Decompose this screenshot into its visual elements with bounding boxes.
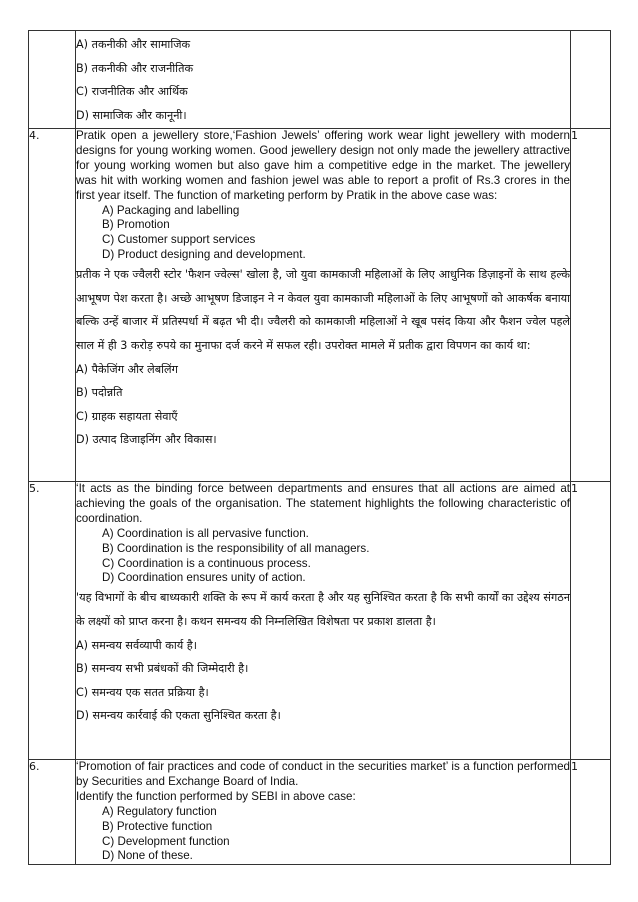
english-options <box>76 527 570 587</box>
question-number: 4. <box>29 129 76 482</box>
option: D) None of these. <box>102 849 193 863</box>
marks: 1 <box>571 760 611 865</box>
question-body <box>76 760 571 865</box>
question-number: 6. <box>29 760 76 865</box>
question-body <box>76 482 571 760</box>
option: B) Promotion <box>102 218 170 232</box>
option: C) Customer support services <box>102 233 256 247</box>
option: A) पैकेजिंग और लेबलिंग <box>76 362 178 376</box>
table-row <box>29 129 611 482</box>
marks: 1 <box>571 482 611 760</box>
english-options <box>76 204 570 264</box>
option: A) Coordination is all pervasive function. <box>102 526 309 540</box>
option: A) Packaging and labelling <box>102 203 240 217</box>
option: C) ग्राहक सहायता सेवाएँ <box>76 409 178 423</box>
question-body <box>76 129 571 482</box>
option: D) Coordination ensures unity of action. <box>102 571 306 585</box>
option: C) राजनीतिक और आर्थिक <box>76 85 188 99</box>
marks: 1 <box>571 129 611 482</box>
option: B) पदोन्नति <box>76 386 123 400</box>
option: B) समन्वय सभी प्रबंधकों की जिम्मेदारी है। <box>76 662 249 676</box>
option: D) सामाजिक और कानूनी। <box>76 108 187 122</box>
hindi-options <box>76 358 570 452</box>
option: B) Coordination is the responsibility of all managers. <box>102 541 370 555</box>
question-text-hi: 'यह विभागों के बीच बाध्यकारी शक्ति के रूप में कार्य करता है और यह सुनिश्चित करता है कि सभी कार्यों का उद्देश्य संगठन के लक्ष्यों को प्राप्त करना है। कथन समन्वय की निम्नलिखित विशेषता पर प्रकाश डालता है। <box>76 591 570 628</box>
question-number <box>29 31 76 129</box>
question-prompt-en: Identify the function performed by SEBI in above case: <box>76 789 356 803</box>
option: C) Coordination is a continuous process. <box>102 556 311 570</box>
option: D) Product designing and development. <box>102 248 306 262</box>
table-row <box>29 482 611 760</box>
option: D) समन्वय कार्रवाई की एकता सुनिश्चित करता है। <box>76 709 281 723</box>
question-text-en: ‘Promotion of fair practices and code of conduct in the securities market’ is a function performed by Securities and Exchange Board of India. <box>76 760 570 788</box>
option: B) तकनीकी और राजनीतिक <box>76 61 194 75</box>
question-text-en: ‘It acts as the binding force between departments and ensures that all actions are aimed at achieving the goals of the organisation. The statement highlights the following characteristic of coordination. <box>76 482 570 525</box>
option: B) Protective function <box>102 819 213 833</box>
question-text-hi: प्रतीक ने एक ज्वैलरी स्टोर 'फैशन ज्वेल्स' खोला है, जो युवा कामकाजी महिलाओं के लिए आधुनिक डिज़ाइनों के साथ हल्के आभूषण पेश करता है। अच्छे आभूषण डिजाइन ने न केवल युवा कामकाजी महिलाओं के लिए आभूषणों को आकर्षक बनाया बल्कि उन्हें बाजार में प्रतिस्पर्धा में बढ़त भी दी। ज्वैलरी को कामकाजी महिलाओं ने खूब पसंद किया और फैशन ज्वेल पहले साल में ही 3 करोड़ रुपये का मुनाफा दर्ज करने में सफल रही। उपरोक्त मामले में प्रतीक द्वारा विपणन का कार्य था: <box>76 268 570 352</box>
option: C) समन्वय एक सतत प्रक्रिया है। <box>76 685 209 699</box>
hindi-options <box>76 33 570 127</box>
option: A) तकनीकी और सामाजिक <box>76 38 191 51</box>
question-number: 5. <box>29 482 76 760</box>
option: C) Development function <box>102 834 230 848</box>
hindi-options <box>76 634 570 728</box>
question-text-en: Pratik open a jewellery store,‘Fashion Jewels’ offering work wear light jewellery with modern designs for young working women. Good jewellery design not only made the jewellery attractive for young working women but also gave him a competitive edge in the market. The jewellery was hit with working women and fashion jewel was able to report a profit of Rs.3 crores in the first year itself. The function of marketing perform by Pratik in the above case was: <box>76 129 570 202</box>
english-options <box>76 805 570 865</box>
question-body <box>76 31 571 129</box>
question-table <box>28 30 611 865</box>
marks <box>571 31 611 129</box>
table-row <box>29 31 611 129</box>
option: A) Regulatory function <box>102 804 217 818</box>
table-row <box>29 760 611 865</box>
option: A) समन्वय सर्वव्यापी कार्य है। <box>76 638 197 652</box>
option: D) उत्पाद डिजाइनिंग और विकास। <box>76 433 217 447</box>
